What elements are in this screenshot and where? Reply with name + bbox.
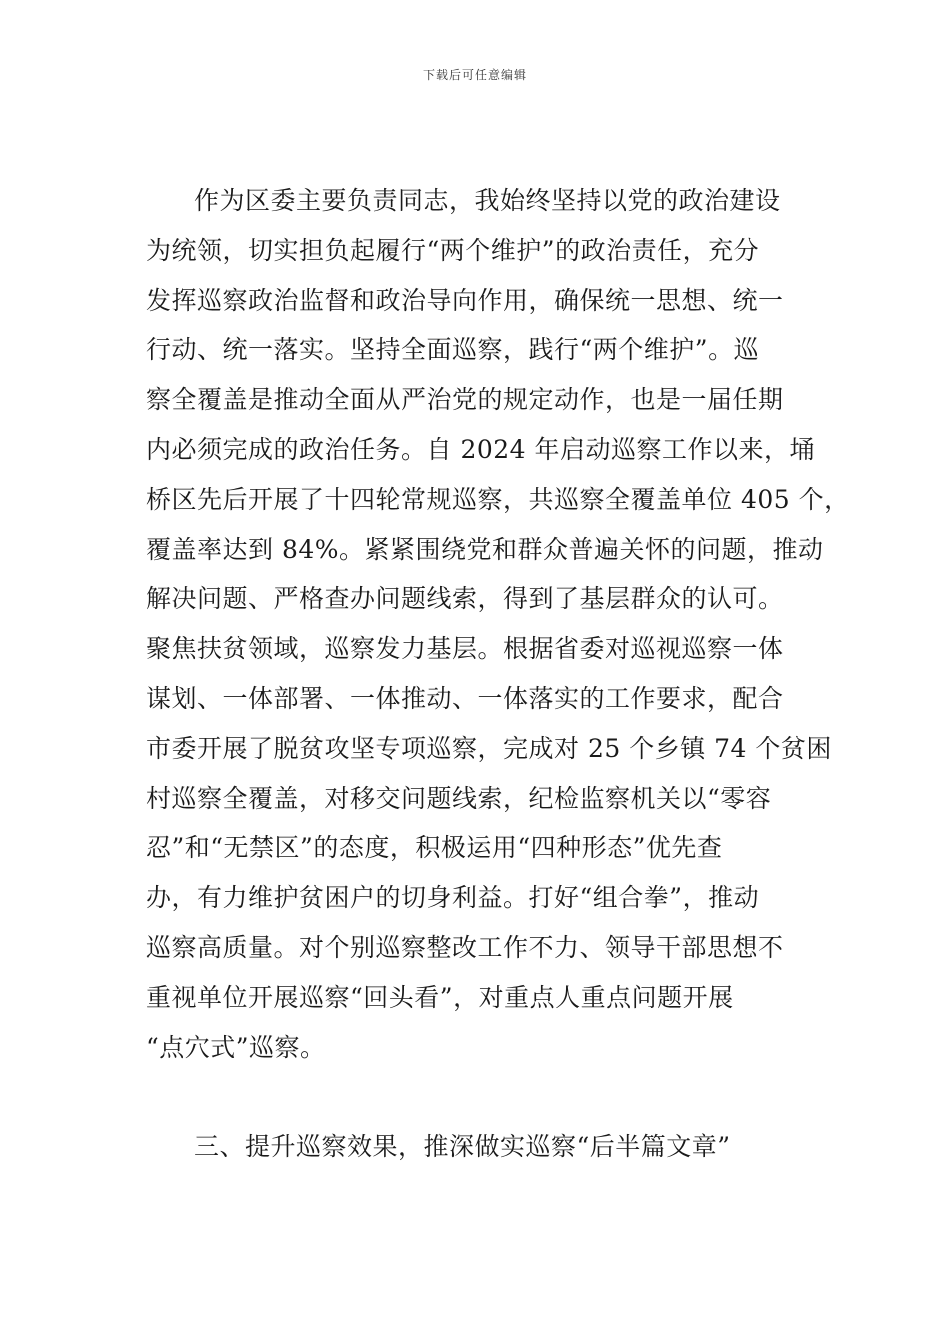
paragraph-line: 察全覆盖是推动全面从严治党的规定动作，也是一届任期	[146, 385, 784, 415]
paragraph-line: 桥区先后开展了十四轮常规巡察，共巡察全覆盖单位 405 个，	[146, 484, 850, 514]
paragraph-line: 忍”和“无禁区”的态度，积极运用“四种形态”优先查	[146, 833, 723, 863]
paragraph-line: 作为区委主要负责同志，我始终坚持以党的政治建设	[194, 186, 781, 215]
section-heading: 三、提升巡察效果，推深做实巡察“后半篇文章”	[194, 1132, 731, 1161]
body-paragraph	[146, 176, 850, 1072]
paragraph-line: 内必须完成的政治任务。自 2024 年启动巡察工作以来，埇	[146, 434, 816, 464]
paragraph-line: 行动、统一落实。坚持全面巡察，践行“两个维护”。巡	[146, 335, 760, 365]
paragraph-line: 重视单位开展巡察“回头看”，对重点人重点问题开展	[146, 982, 734, 1012]
download-note: 下载后可任意编辑	[422, 68, 527, 82]
paragraph-line: 谋划、一体部署、一体推动、一体落实的工作要求，配合	[146, 683, 784, 713]
paragraph-line: 发挥巡察政治监督和政治导向作用，确保统一思想、统一	[146, 285, 784, 315]
paragraph-line: 覆盖率达到 84%。紧紧围绕党和群众普遍关怀的问题，推动	[146, 534, 824, 564]
paragraph-line: 聚焦扶贫领域，巡察发力基层。根据省委对巡视巡察一体	[146, 634, 784, 664]
paragraph-line: 市委开展了脱贫攻坚专项巡察，完成对 25 个乡镇 74 个贫困	[146, 733, 832, 763]
paragraph-line: 巡察高质量。对个别巡察整改工作不力、领导干部思想不	[146, 932, 784, 962]
paragraph-line: 办，有力维护贫困户的切身利益。打好“组合拳”，推动	[146, 883, 760, 913]
paragraph-line: 村巡察全覆盖，对移交问题线索，纪检监察机关以“零容	[146, 783, 772, 813]
paragraph-line: 解决问题、严格查办问题线索，得到了基层群众的认可。	[146, 584, 784, 614]
paragraph-line: “点穴式”巡察。	[146, 1032, 326, 1062]
paragraph-line: 为统领，切实担负起履行“两个维护”的政治责任，充分	[146, 235, 760, 265]
